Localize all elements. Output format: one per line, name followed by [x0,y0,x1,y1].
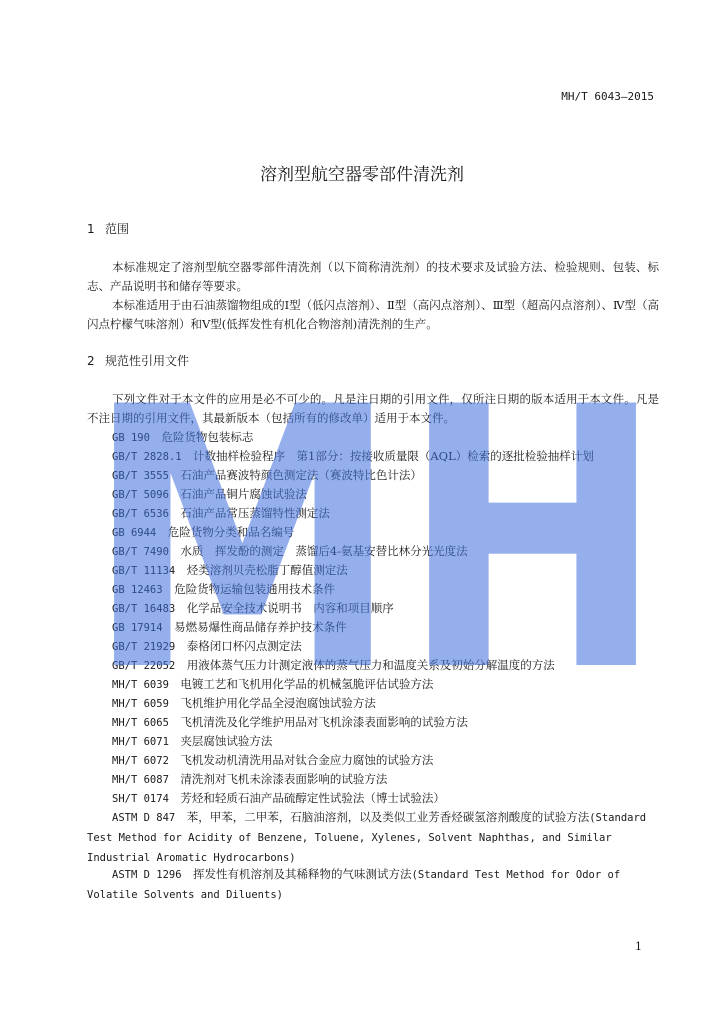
reference-item [112,428,253,448]
reference-code: GB/T 7490 [112,546,169,558]
reference-title: 石油产品赛波特颜色测定法（赛波特比色计法） [180,468,422,482]
reference-code: MH/T 6059 [112,698,169,710]
watermark-text: MH [85,380,665,670]
reference-title: 夹层腐蚀试验方法 [180,734,273,748]
reference-title: 易燃易爆性商品储存养护技术条件 [174,620,347,634]
reference-code: MH/T 6065 [112,717,169,729]
reference-item [112,618,347,638]
reference-code: ASTM D 847 [112,812,176,824]
reference-title: 危险货物分类和品名编号 [167,525,295,539]
reference-item [112,751,433,771]
reference-item [112,504,330,524]
reference-item [112,447,594,467]
reference-code: GB/T 5096 [112,489,169,501]
astm-reference-2 [0,865,724,905]
reference-code: MH/T 6071 [112,736,169,748]
reference-code: GB 6944 [112,527,157,539]
section-1-number: 1 [87,222,95,236]
reference-code: GB 12463 [112,584,163,596]
references-intro: 下列文件对于本文件的应用是必不可少的。凡是注日期的引用文件，仅所注日期的版本适用于本文件。凡是不注日期的引用文件，其最新版本（包括所有的修改单）适用于本文件。 [87,392,659,425]
reference-title: 石油产品铜片腐蚀试验法 [180,487,307,501]
reference-item [112,656,555,676]
section-2-title: 规范性引用文件 [105,354,190,368]
reference-code: GB 17914 [112,622,163,634]
reference-title: 飞机维护用化学品全浸泡腐蚀试验方法 [180,696,376,710]
reference-title: 挥发性有机溶剂及其稀释物的气味测试方法 [193,867,412,881]
reference-english-title: (Standard Test Method for Acidity of Benzene, Toluene, Xylenes, Solvent Naphthas, and Similar Industrial Aromatic Hydrocarbons) [87,812,647,864]
reference-item [112,637,302,657]
reference-title: 危险货物运输包装通用技术条件 [174,582,336,596]
reference-title: 飞机发动机清洗用品对钛合金应力腐蚀的试验方法 [180,753,434,767]
reference-code: MH/T 6072 [112,755,169,767]
reference-code: GB/T 16483 [112,603,176,615]
reference-title: 清洗剂对飞机未涂漆表面影响的试验方法 [180,772,388,786]
reference-code: SH/T 0174 [112,793,169,805]
reference-title: 泰格闭口杯闪点测定法 [186,639,302,653]
reference-item [112,542,468,562]
reference-item [112,599,394,619]
astm-reference-1 [0,808,724,868]
reference-title: 石油产品常压蒸馏特性测定法 [180,506,330,520]
reference-code: GB 190 [112,432,150,444]
reference-english-title: (Standard Test Method for Odor of Volatile Solvents and Diluents) [87,869,621,901]
reference-item [112,694,376,714]
reference-item [112,523,294,543]
reference-item [112,561,348,581]
reference-title: 计数抽样检验程序 第1部分：按接收质量限（AQL）检索的逐批检验抽样计划 [193,449,594,463]
reference-item [112,732,272,752]
reference-title: 飞机清洗及化学维护用品对飞机涂漆表面影响的试验方法 [180,715,468,729]
reference-item [112,485,307,505]
scope-paragraph-2: 本标准适用于由石油蒸馏物组成的Ⅰ型（低闪点溶剂）、Ⅱ型（高闪点溶剂）、Ⅲ型（超高闪点溶剂）、Ⅳ型（高闪点柠檬气味溶剂）和Ⅴ型(低挥发性有机化合物溶剂)清洗剂的生产。 [87,298,659,331]
reference-code: GB/T 22052 [112,660,176,672]
reference-code: GB/T 21929 [112,641,176,653]
section-2-number: 2 [87,354,95,368]
reference-item [112,789,445,809]
reference-item [112,675,433,695]
scope-paragraph-1: 本标准规定了溶剂型航空器零部件清洗剂（以下简称清洗剂）的技术要求及试验方法、检验规则、包装、标志、产品说明书和储存等要求。 [87,260,659,293]
reference-title: 化学品安全技术说明书 内容和项目顺序 [186,601,394,615]
reference-code: MH/T 6087 [112,774,169,786]
document-code: MH/T 6043—2015 [561,90,654,103]
reference-code: GB/T 11134 [112,565,176,577]
reference-code: MH/T 6039 [112,679,169,691]
reference-title: 危险货物包装标志 [161,430,254,444]
page-title: 溶剂型航空器零部件清洗剂 [260,165,464,185]
reference-item [112,713,468,733]
reference-title: 烃类溶剂贝壳松脂丁醇值测定法 [186,563,348,577]
reference-item [112,770,387,790]
page-number: 1 [635,940,642,953]
reference-code: GB/T 6536 [112,508,169,520]
reference-title: 水质 挥发酚的测定 蒸馏后4-氨基安替比林分光光度法 [180,544,468,558]
section-1-title: 范围 [105,222,130,236]
reference-title: 苯，甲苯，二甲苯，石脑油溶剂，以及类似工业芳香烃碳氢溶剂酸度的试验方法 [186,810,590,824]
section-2-heading [87,352,189,369]
reference-title: 电镀工艺和飞机用化学品的机械氢脆评估试验方法 [180,677,434,691]
reference-item [112,580,335,600]
section-1-heading [87,220,129,237]
reference-code: GB/T 2828.1 [112,451,182,463]
reference-code: GB/T 3555 [112,470,169,482]
reference-title: 用液体蒸气压力计测定液体的蒸气压力和温度关系及初始分解温度的方法 [186,658,555,672]
reference-item [112,466,422,486]
reference-title: 芳烃和轻质石油产品硫醇定性试验法（博士试验法） [180,791,445,805]
reference-code: ASTM D 1296 [112,869,182,881]
